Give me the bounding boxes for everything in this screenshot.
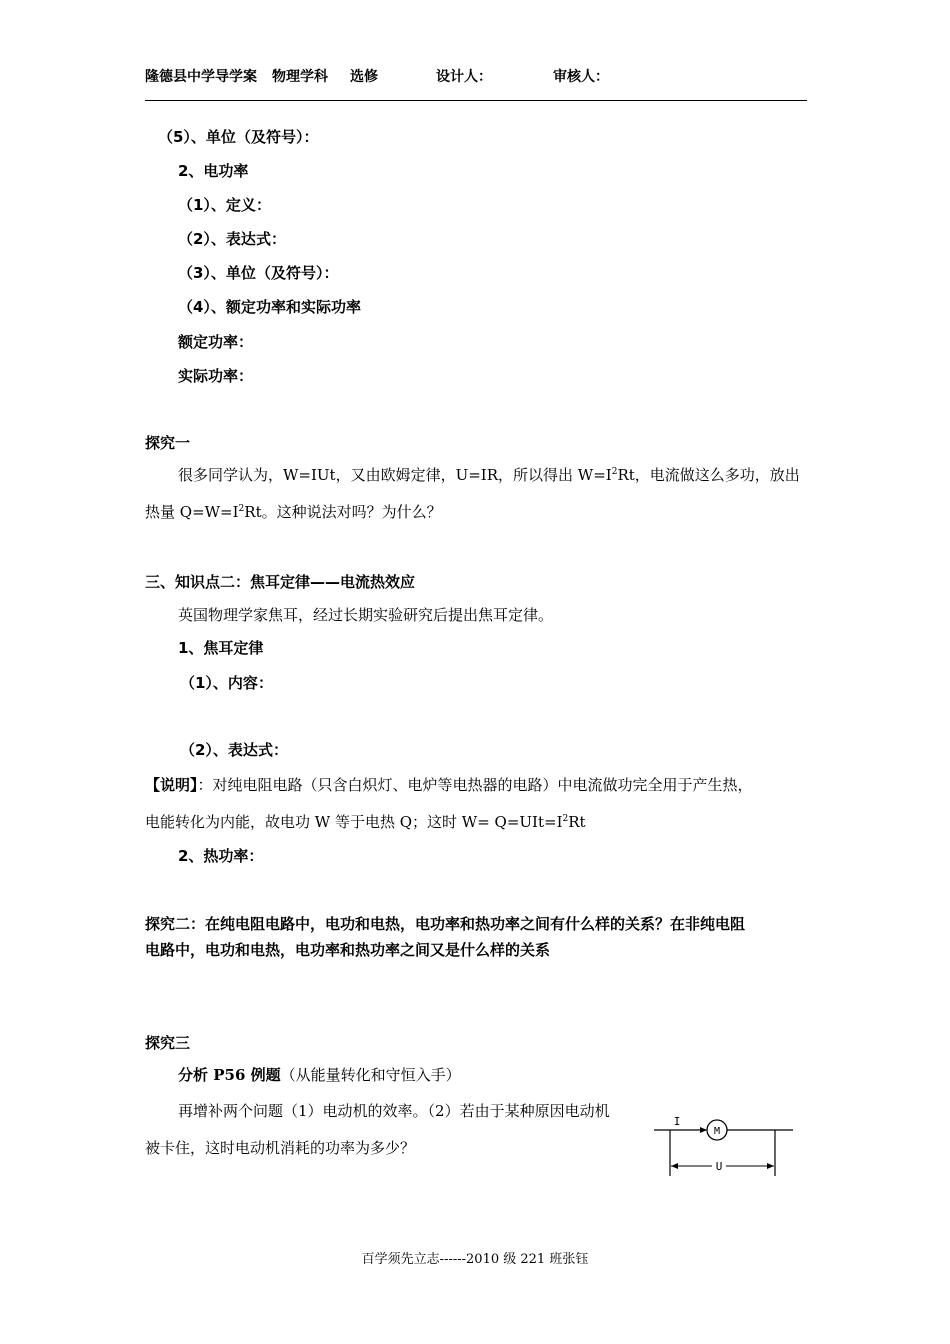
header-divider: [145, 100, 807, 101]
voltage-arrow-left-icon: [671, 1163, 678, 1169]
explore1-paragraph-line1: 很多同学认为，W=IUt，又由欧姆定律，U=IR，所以得出 $W=I^2Rt$，电流做这么多功，放出: [178, 466, 800, 484]
unit5-line: （5）、单位（及符号）：: [158, 128, 319, 146]
explore3-question-line2: 被卡住，这时电动机消耗的功率为多少？: [145, 1139, 416, 1157]
note-tag: 【说明】: [145, 776, 198, 794]
current-arrow-icon: [700, 1127, 707, 1133]
motor-label: M: [713, 1126, 721, 1137]
joule-law-expression: （2）、表达式：: [180, 741, 288, 759]
section3-title: 三、知识点二：焦耳定律——电流热效应: [145, 573, 416, 591]
note-line2: 电能转化为内能，故电功 W 等于电热 Q；这时 $W= Q=UIt=I^2Rt$: [145, 813, 586, 831]
explore1-title: 探究一: [145, 434, 191, 452]
joule-law-content: （1）、内容：: [180, 674, 273, 692]
power-definition: （1）、定义：: [178, 196, 271, 214]
explore2-line2: 电路中，电功和电热，电功率和热功率之间又是什么样的关系: [145, 941, 551, 959]
actual-power: 实际功率：: [178, 367, 254, 385]
rated-actual-title: （4）、额定功率和实际功率: [178, 298, 361, 316]
header-grade: 选修: [350, 69, 378, 85]
explore3-question-line1: 再增补两个问题（1）电动机的效率。（2）若由于某种原因电动机: [178, 1102, 610, 1120]
power-expression: （2）、表达式：: [178, 230, 286, 248]
joule-law-title: 1、焦耳定律: [178, 639, 264, 657]
voltage-arrow-right-icon: [767, 1163, 774, 1169]
rated-power: 额定功率：: [178, 333, 254, 351]
header-school: 隆德县中学导学案: [145, 69, 257, 85]
section3-intro: 英国物理学家焦耳，经过长期实验研究后提出焦耳定律。: [178, 606, 554, 624]
motor-circuit-diagram: [650, 1110, 800, 1182]
power-unit: （3）、单位（及符号）：: [178, 264, 339, 282]
note-line1: 【说明】：对纯电阻电路（只含白炽灯、电炉等电热器的电路）中电流做功完全用于产生热，: [145, 776, 753, 794]
explore3-title: 探究三: [145, 1034, 191, 1052]
current-label: I: [673, 1115, 681, 1128]
explore3-analysis: 分析 P56 例题（从能量转化和守恒入手）: [178, 1066, 461, 1084]
heat-power: 2、热功率：: [178, 847, 264, 865]
explore1-paragraph-line2: 热量 $Q=W=I^2Rt$。这种说法对吗？为什么？: [145, 503, 442, 521]
header-reviewer: 审核人：: [553, 69, 609, 85]
header-subject: 物理学科: [272, 69, 328, 85]
explore2-line1: 探究二：在纯电阻电路中，电功和电热，电功率和热功率之间有什么样的关系？在非纯电阻: [145, 915, 746, 933]
power-title: 2、电功率: [178, 162, 249, 180]
page-footer: 百学须先立志------2010 级 221 班张钰: [361, 1252, 589, 1267]
header-designer: 设计人：: [436, 69, 492, 85]
voltage-label: U: [715, 1160, 723, 1173]
